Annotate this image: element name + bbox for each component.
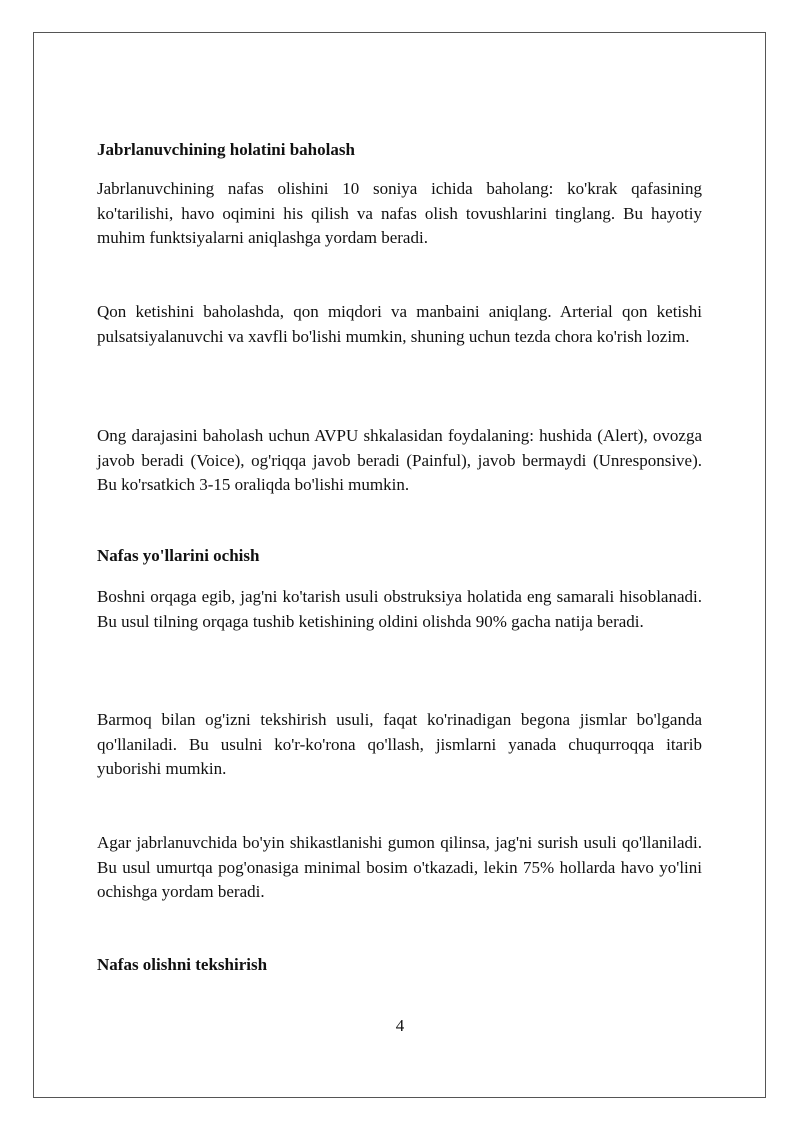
- section-heading-breathing: Nafas olishni tekshirish: [97, 955, 268, 974]
- paragraph-bleeding-check: Qon ketishini baholashda, qon miqdori va manbaini aniqlang. Arterial qon ketishi pulsatsiyalanuvchi va xavfli bo'lishi mumkin, shuning uchun tezda chora ko'rish lozim.: [97, 302, 702, 346]
- paragraph-head-tilt: Boshni orqaga egib, jag'ni ko'tarish usuli obstruksiya holatida eng samarali hisoblanadi. Bu usul tilning orqaga tushib ketishining oldini olishda 90% gacha natija beradi.: [97, 587, 702, 631]
- paragraph-finger-sweep: Barmoq bilan og'izni tekshirish usuli, faqat ko'rinadigan begona jismlar bo'lganda qo'llaniladi. Bu usulni ko'r-ko'rona qo'llash, jismlarni yanada chuqurroqqa itarib yuborishi mumkin.: [97, 710, 702, 778]
- paragraph-jaw-thrust: Agar jabrlanuvchida bo'yin shikastlanishi gumon qilinsa, jag'ni surish usuli qo'llaniladi. Bu usul umurtqa pog'onasiga minimal bosim o'tkazadi, lekin 75% hollarda havo yo'lini ochishga yordam beradi.: [97, 833, 702, 901]
- paragraph-breathing-check: Jabrlanuvchining nafas olishini 10 soniya ichida baholang: ko'krak qafasining ko'tarilishi, havo oqimini his qilish va nafas olish tovushlarini tinglang. Bu hayotiy muhim funktsiyalarni aniqlashga yordam beradi.: [97, 179, 702, 247]
- page-number: 4: [395, 1016, 405, 1035]
- section-heading-assessment: Jabrlanuvchining holatini baholash: [97, 140, 355, 159]
- paragraph-consciousness-check: Ong darajasini baholash uchun AVPU shkalasidan foydalaning: hushida (Alert), ovozga javob beradi (Voice), og'riqqa javob beradi (Painful), javob bermaydi (Unresponsive). Bu ko'rsatkich 3-15 oraliqda bo'lishi mumkin.: [97, 426, 702, 494]
- section-heading-airway: Nafas yo'llarini ochish: [97, 546, 260, 565]
